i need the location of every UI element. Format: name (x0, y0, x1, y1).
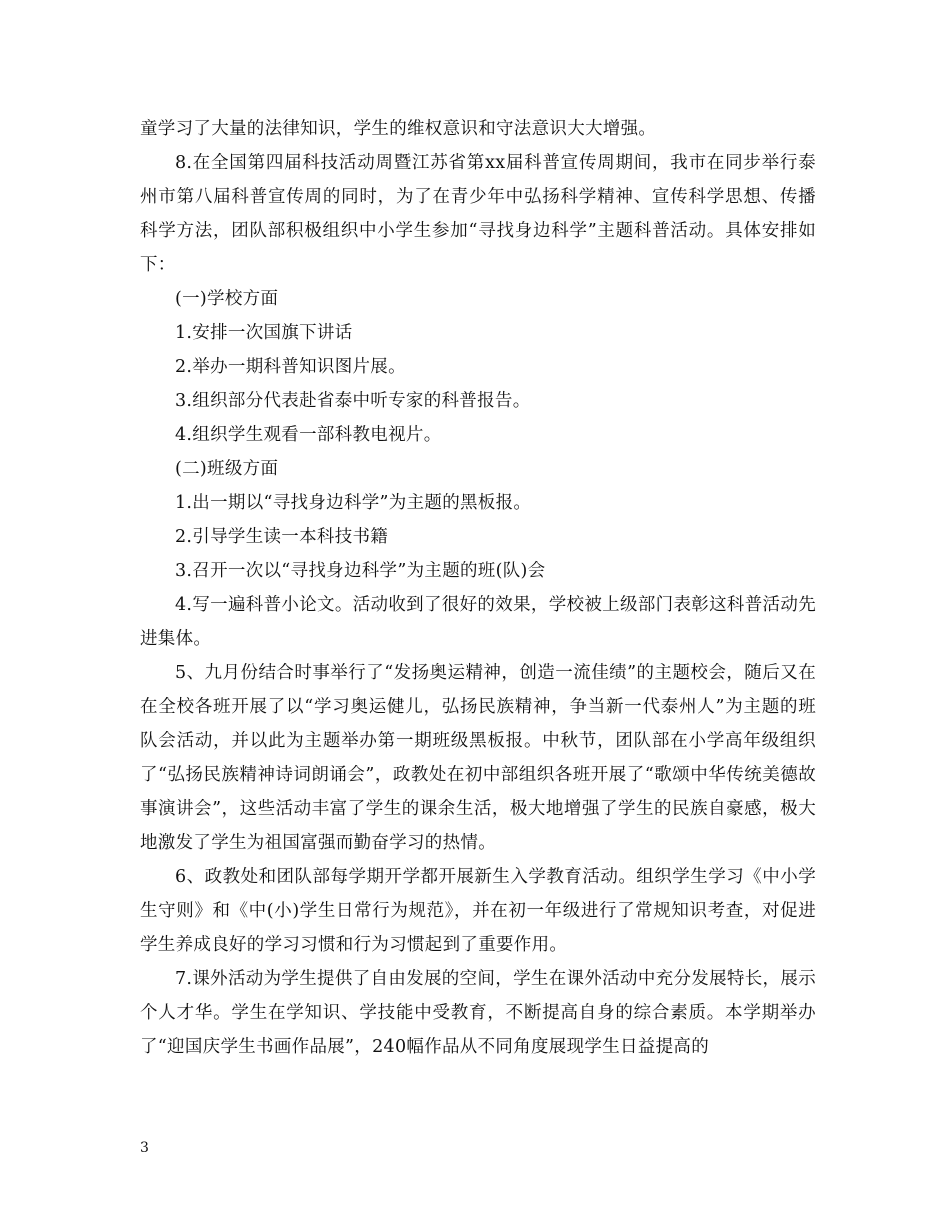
page-number: 3 (140, 1140, 149, 1156)
list-item: 3.组织部分代表赴省泰中听专家的科普报告。 (175, 391, 531, 411)
section-heading-class: (二)班级方面 (175, 459, 279, 479)
list-item: 2.引导学生读一本科技书籍 (175, 527, 389, 547)
paragraph-item-6: 6、政教处和团队部每学期开学都开展新生入学教育活动。组织学生学习《中小学生守则》和《中(小)学生日常行为规范》，并在初一年级进行了常规知识考查，对促进学生养成良好的学习习惯和行为习惯起到了重要作用。 (140, 867, 816, 955)
section-heading-school: (一)学校方面 (175, 289, 279, 309)
paragraph-continuation: 童学习了大量的法律知识，学生的维权意识和守法意识大大增强。 (140, 119, 657, 139)
list-item: 2.举办一期科普知识图片展。 (175, 357, 406, 377)
list-item: 4.组织学生观看一部科教电视片。 (175, 425, 442, 445)
list-item: 1.安排一次国旗下讲话 (175, 323, 353, 343)
paragraph-item-5: 5、九月份结合时事举行了“发扬奥运精神，创造一流佳绩”的主题校会，随后又在在全校各班开展了以“学习奥运健儿，弘扬民族精神，争当新一代泰州人”为主题的班队会活动，并以此为主题举办第一期班级黑板报。中秋节，团队部在小学高年级组织了“弘扬民族精神诗词朗诵会”，政教处在初中部组织各班开展了“歌颂中华传统美德故事演讲会”，这些活动丰富了学生的课余生活，极大地增强了学生的民族自豪感，极大地激发了学生为祖国富强而勤奋学习的热情。 (140, 663, 816, 853)
list-item: 1.出一期以“寻找身边科学”为主题的黑板报。 (175, 493, 532, 513)
paragraph-item-8: 8.在全国第四届科技活动周暨江苏省第xx届科普宣传周期间，我市在同步举行泰州市第八届科普宣传周的同时，为了在青少年中弘扬科学精神、宣传科学思想、传播科学方法，团队部积极组织中小学生参加“寻找身边科学”主题科普活动。具体安排如下： (140, 153, 816, 275)
document-body (140, 112, 816, 1064)
list-item: 3.召开一次以“寻找身边科学”为主题的班(队)会 (175, 561, 546, 581)
list-item: 4.写一遍科普小论文。活动收到了很好的效果，学校被上级部门表彰这科普活动先进集体。 (140, 595, 816, 649)
paragraph-item-7: 7.课外活动为学生提供了自由发展的空间，学生在课外活动中充分发展特长，展示个人才华。学生在学知识、学技能中受教育，不断提高自身的综合素质。本学期举办了“迎国庆学生书画作品展”，240幅作品从不同角度展现学生日益提高的 (140, 969, 816, 1057)
